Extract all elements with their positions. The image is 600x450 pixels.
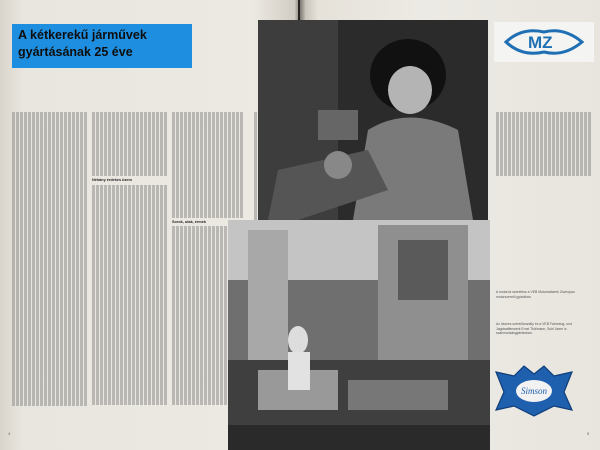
subhead-section-2: Sorok, utak, érmek (172, 219, 206, 224)
mz-logo (494, 22, 594, 62)
caption-workshop: Az összes szerelőosztály és a VEB Fahrzeug- und Jagdwaffenwerk Ernst Thälmann, Suhl üzem is szakmunkásgyártásban. (496, 322, 572, 336)
subhead-section-1: Néhány érdekes üzem (92, 178, 132, 183)
body-column-2 (92, 112, 167, 422)
simson-badge-text: Simson (520, 386, 548, 396)
factory-worker-photo (258, 20, 488, 220)
caption-engine-assembly: A motorok szerelése a VEB Motorradwerk Zschopau motorszerelő gyárában. (496, 290, 575, 299)
mz-logo-text: MZ (528, 33, 553, 52)
page-number-left: 4 (8, 431, 11, 436)
simson-badge (494, 362, 574, 418)
headline-line-2: gyártásának 25 éve (18, 45, 133, 59)
article-headline (12, 24, 192, 68)
page-number-right: 5 (587, 431, 590, 436)
headline-line-1: A kétkerekű járművek (18, 28, 147, 42)
body-column-1 (12, 112, 87, 422)
right-body-text (496, 112, 592, 176)
factory-floor-photo (228, 220, 490, 450)
